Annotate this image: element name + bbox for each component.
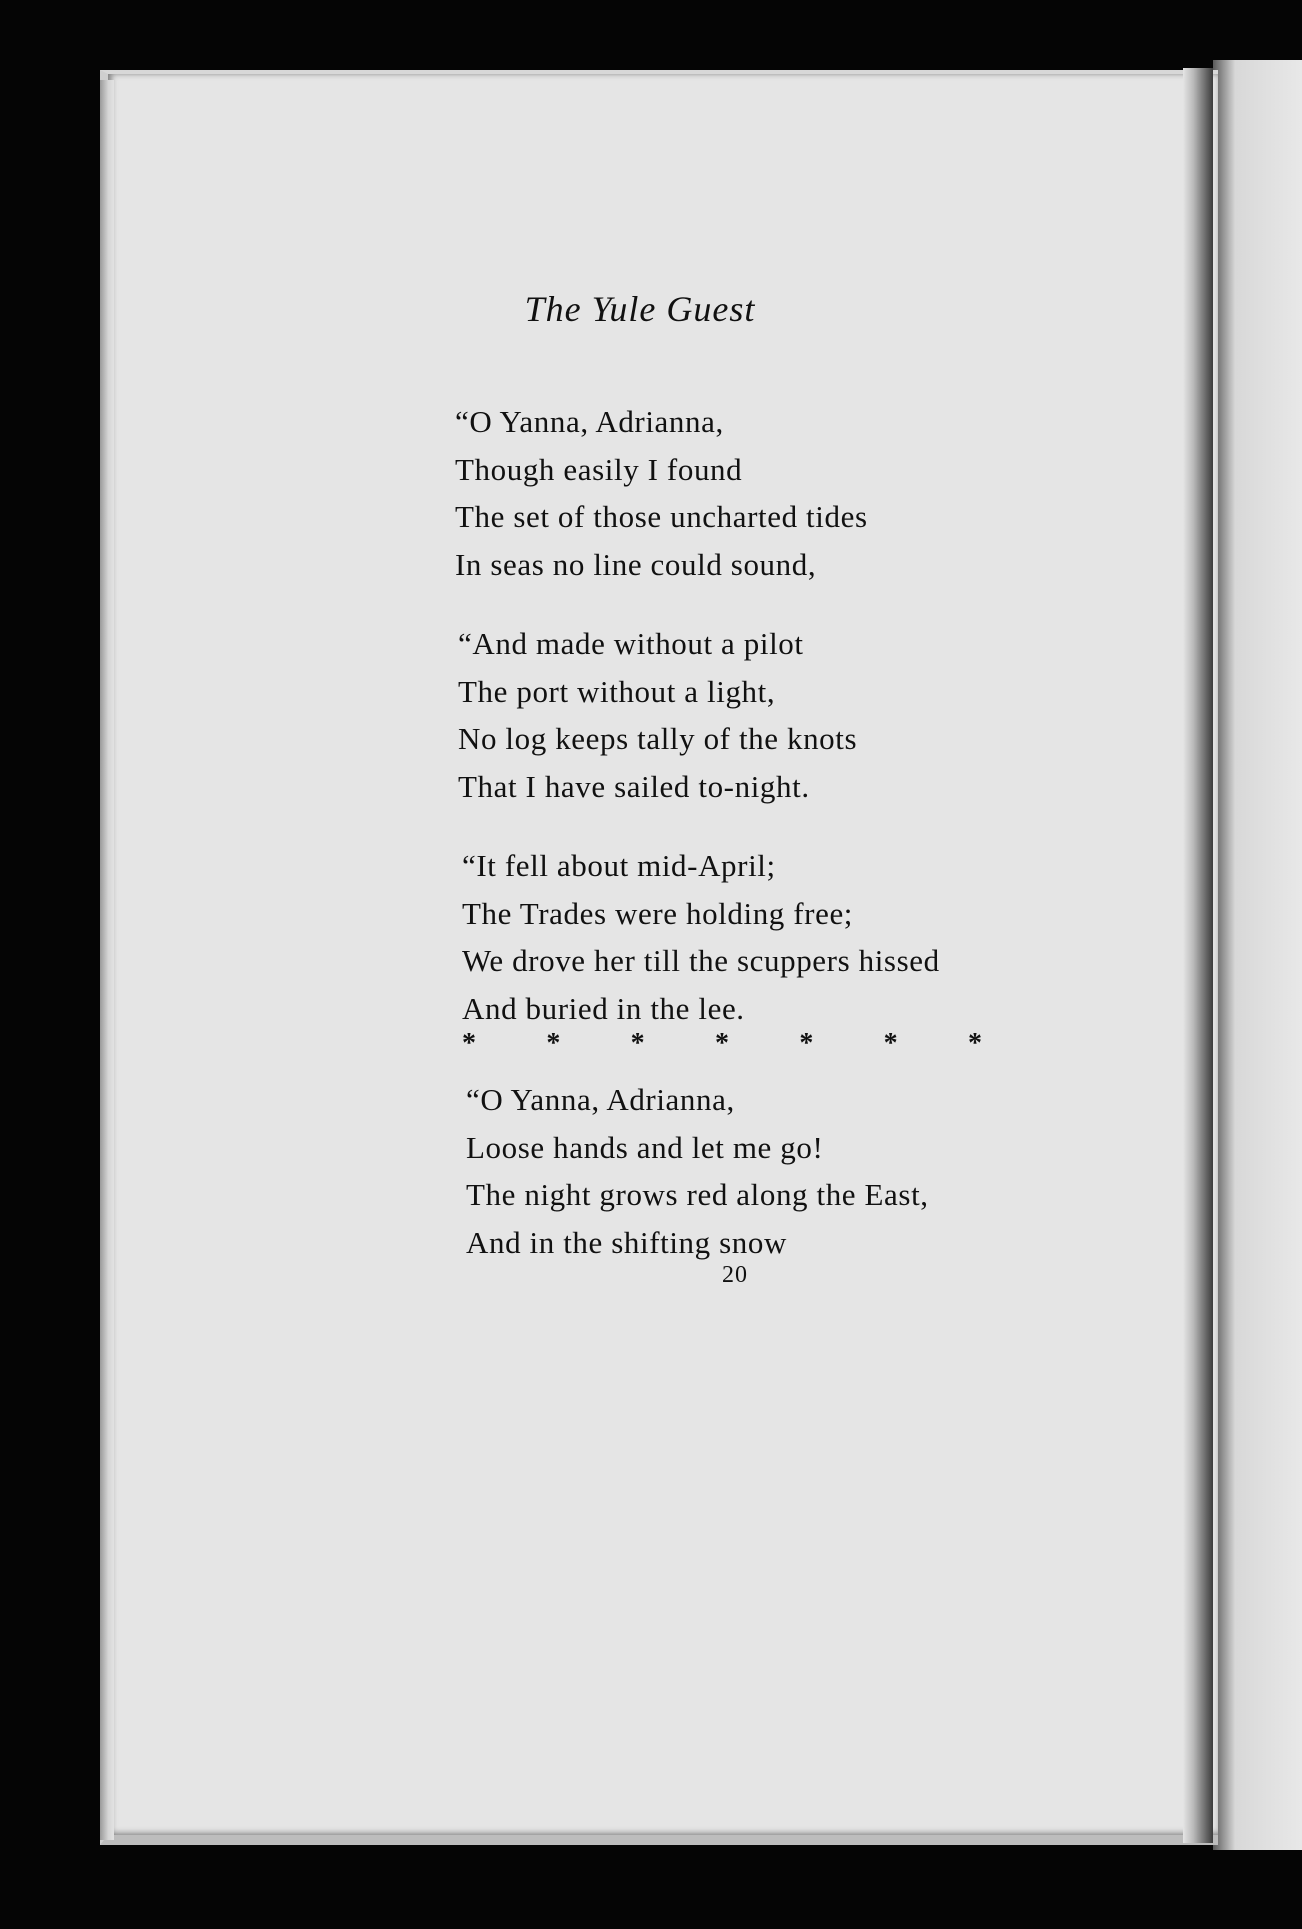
poem-line: No log keeps tally of the knots: [458, 721, 858, 756]
page-left-edge: [100, 80, 114, 1840]
poem-body: [455, 398, 1175, 1298]
poem-line: “And made without a pilot: [458, 626, 804, 661]
poem-line: Loose hands and let me go!: [466, 1129, 824, 1165]
poem-line: That I have sailed to-night.: [458, 768, 810, 804]
asterisk-mark: *: [883, 1028, 898, 1059]
book-gutter: [1183, 68, 1213, 1843]
asterisk-mark: *: [630, 1028, 645, 1059]
poem-line: In seas no line could sound,: [455, 546, 817, 582]
stanza-3: [455, 842, 1175, 1032]
poem-line: We drove her till the scuppers hissed: [462, 943, 940, 978]
facing-page-edge: [1213, 60, 1302, 1850]
asterisk-mark: *: [714, 1028, 729, 1059]
poem-line: The set of those uncharted tides: [455, 499, 868, 534]
poem-line: The port without a light,: [458, 673, 776, 709]
poem-line: The Trades were holding free;: [462, 895, 854, 931]
running-head: The Yule Guest: [524, 289, 756, 329]
poem-line: The night grows red along the East,: [466, 1177, 929, 1212]
asterisk-mark: *: [967, 1028, 982, 1059]
asterisk-mark: *: [799, 1028, 814, 1059]
poem-line: “It fell about mid-April;: [462, 848, 776, 883]
poem-line: Though easily I found: [455, 451, 743, 487]
poem-line: And buried in the lee.: [462, 990, 745, 1026]
stanza-2: [455, 620, 1175, 810]
stanza-4: [455, 1076, 1175, 1266]
poem-line: “O Yanna, Adrianna,: [466, 1082, 735, 1117]
section-break: [462, 1028, 982, 1060]
poem-line: And in the shifting snow: [466, 1224, 787, 1260]
asterisk-mark: *: [546, 1028, 561, 1059]
stanza-1: [455, 398, 1175, 588]
page-number: 20: [722, 1262, 748, 1288]
poem-line: “O Yanna, Adrianna,: [455, 404, 724, 439]
asterisk-mark: *: [462, 1028, 476, 1059]
